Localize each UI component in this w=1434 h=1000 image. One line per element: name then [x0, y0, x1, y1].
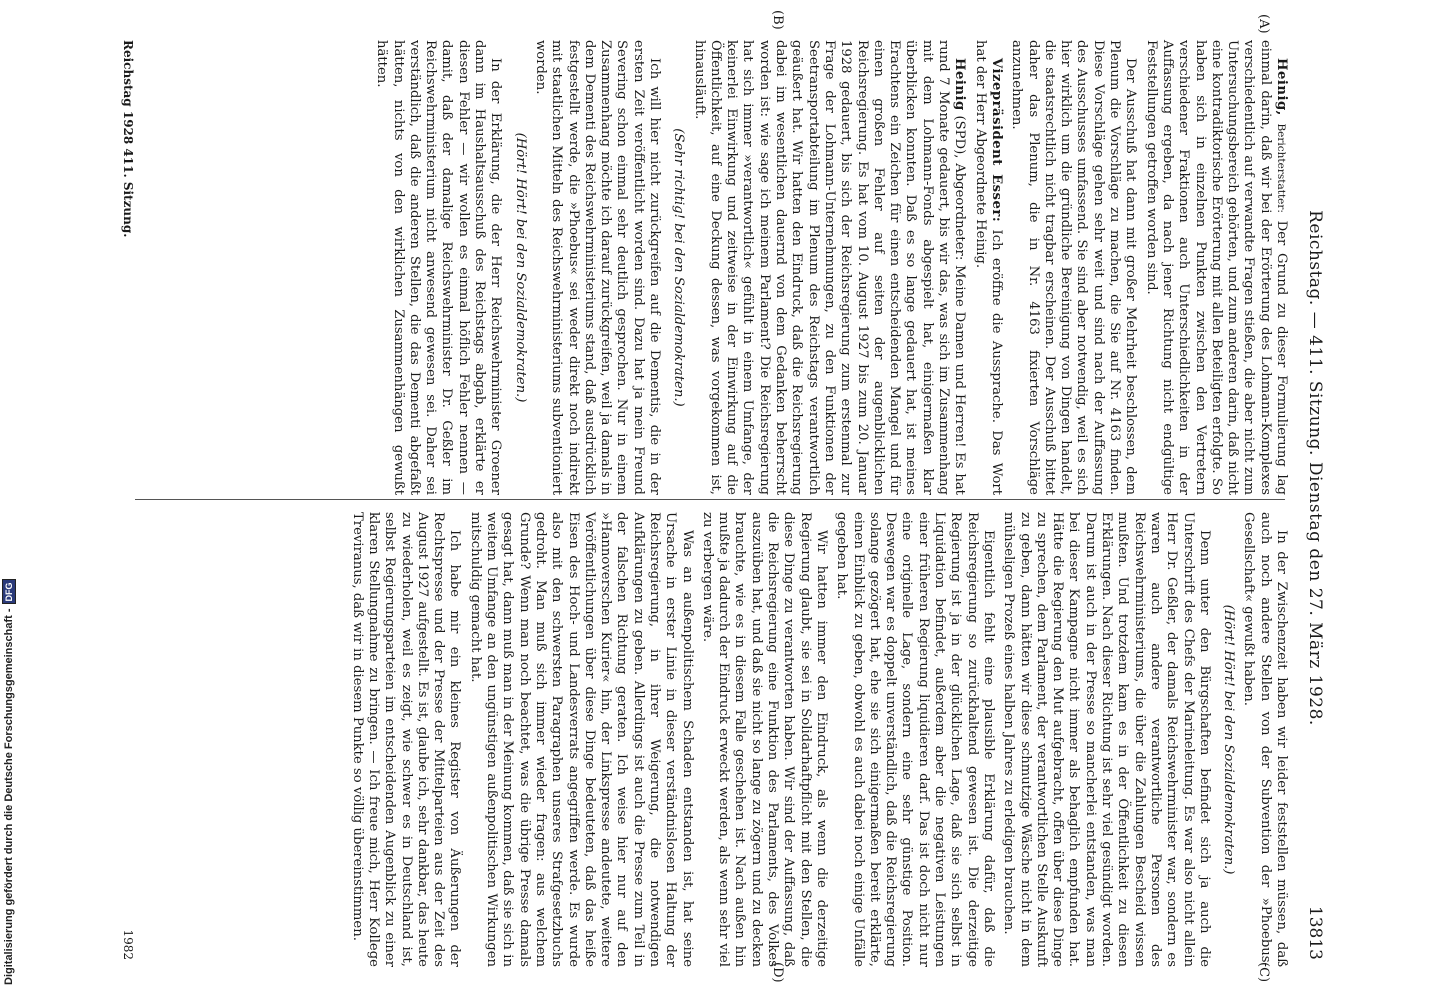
left-column	[369, 40, 1289, 495]
page-header	[1301, 30, 1329, 960]
paragraph: Ich habe mir ein kleines Register von Äußerungen der Rechtspresse und der Presse der Mittelparteien aus der Zeit des August 1927 aufgestellt. Es ist, glaube ich, sehr dankbar, das heute zu wiederholen, weil es zeigt, wie schwer es in Deutschland ist, selbst Regierungsparteien im entscheidenden Augenblick zu einer klaren Stellungnahme zu bringen. — Ich freue mich, Herr Kollege Treviranus, daß wir in diesem Punkte so völlig übereinstimmen.	[349, 512, 463, 967]
interjection: (Hört! Hört! bei den Sozialdemokraten.)	[512, 132, 528, 403]
digitization-credit-bar	[0, 0, 22, 1000]
page-footer	[121, 40, 135, 960]
footer-session: Reichstag 1928 411. Sitzung.	[121, 40, 135, 238]
right-column	[344, 512, 1289, 967]
margin-mark-c: (C)	[1256, 962, 1271, 983]
column-divider	[135, 499, 1285, 500]
paragraph-text: Ich eröffne die Aussprache. Das Wort hat der Herr Abgeordnete Heinig.	[972, 40, 1004, 495]
speaker-name: Vizepräsident Esser:	[988, 58, 1004, 223]
paragraph: In der Zwischenzeit haben wir leider feststellen müssen, daß auch noch andere Stellen von der Subvention der »Phoebus-Gesellschaft« gewußt haben.	[1241, 512, 1289, 967]
paragraph: Der Ausschuß hat dann mit großer Mehrheit beschlossen, dem Plenum die Vorschläge zu machen, die Sie auf Nr. 4163 finden. Diese Vorschläge gehen sehr weit und sind nach der Auffassung des Ausschusses umfassend. Sie sind aber notwendig, weil es sich hier wirklich um die gründliche Bereinigung von Dingen handelt, die staatsrechtlich nicht tragbar erscheinen. Der Ausschuß bittet daher das Plenum, die in Nr. 4163 fixierten Vorschläge anzunehmen.	[1009, 40, 1139, 495]
paragraph: Wir hatten immer den Eindruck, als wenn die derzeitige Regierung glaubt, sie sei in Solidarhaftpflicht mit den Stellen, die diese Dinge zu verantworten haben. Wir sind der Auffassung, daß die Reichsregierung eine Funktion des Parlaments, des Volkes auszuüben hat, und daß sie nicht so lange zu zögern und zu decken brauchte, wie es in diesem Falle geschehen ist. Nach außen hin mußte ja dadurch der Eindruck erweckt werden, als wenn sehr viel zu verbergen wäre.	[699, 512, 829, 967]
paragraph	[1142, 40, 1289, 495]
paragraph: Ich will hier nicht zurückgreifen auf die Dementis, die in der ersten Zeit veröffentlicht worden sind. Dazu hat ja mein Freund Severing schon einmal sehr deutlich gesprochen. Nur in einem Zusammenhang möchte ich darauf zurückgreifen, weil ja damals in dem Dementi des Reichswehrministeriums stand, daß ausdrücklich festgestellt werde, die »Phoebus« sei weder direkt noch indirekt mit staatlichen Mitteln des Reichswehrministeriums subventioniert worden.	[532, 40, 663, 495]
margin-mark-d: (D)	[770, 962, 785, 983]
paragraph	[971, 40, 1004, 495]
paragraph: Denn unter den Bürgschaften befindet sich ja auch die Unterschrift des Chefs der Marineleitung. Es war also nicht allein Herr Dr. Geßler, der damals Reichswehrminister war, sondern es waren auch andere verantwortliche Personen des Reichswehrministeriums, die über die Zahlungen Bescheid wissen mußten. Und trotzdem kam es in der Öffentlichkeit zu diesen Erklärungen. Nach dieser Richtung ist sehr viel gesündigt worden. Darum ist auch in der Presse so mancherlei entstanden, was man bei dieser Kampagne nicht immer als behaglich empfunden hat. Hätte die Regierung den Mut aufgebracht, offen über diese Dinge zu sprechen, dem Parlament, der verantwortlichen Stelle Auskunft zu geben, dann hätten wir diese schmutzige Wäsche nicht in dem mühseligen Prozeß eines halben Jahres zu erledigen brauchen.	[1001, 512, 1212, 967]
speaker-role: Berichterstatter:	[1275, 123, 1287, 213]
page-title: Reichstag. — 411. Sitzung. Dienstag den 27. März 1928.	[1305, 210, 1325, 726]
interjection: (Hört! Hört! bei den Sozialdemokraten.)	[1221, 604, 1237, 875]
margin-mark-b: (B)	[770, 10, 785, 30]
document-page	[109, 0, 1337, 1000]
speaker-name: Heinig	[952, 58, 968, 111]
credit-text: Digitalisierung gefördert durch die Deutsche Forschungsgemeinschaft -	[3, 608, 15, 985]
digitization-credit	[2, 5, 16, 985]
paragraph-text: (SPD), Abgeordneter: Meine Damen und Herren! Es hat rund 7 Monate gedauert, bis wir das, was sich im Zusammenhang mit dem Lohmann-Fonds abgespielt hat, einigermaßen klar überblicken konnten. Daß es so lange gedauert hat, ist meines Erachtens ein Zeichen für einen entscheidenden Mangel und für einen großen Fehler auf seiten der augenblicklichen Reichsregierung. Es hat vom 10. August 1927 bis zum 20. Januar 1928 gedauert, bis sich der Reichsregierung zum erstenmal zur Frage der Lohmann-Unternehmungen, zu den Funktionen der Seetransportabteilung im Plenum des Reichstags verantwortlich geäußert hat. Wir hatten den Eindruck, daß die Reichsregierung dabei im wesentlichen dauernd von dem Gedanken beherrscht worden ist: wie sage ich meinem Parlament? Die Reichsregierung hat sich immer »verantwortlich« gefühlt in einem Umfange, der keinerlei Einwirkung und zeitweise in der Einwirkung auf die Öffentlichkeit, auf eine Deckung dessen, was vorgekommen ist, hinausläuft.	[691, 40, 968, 495]
speaker-name: Heinig,	[1274, 58, 1289, 116]
page-number: 13813	[1305, 905, 1325, 960]
dfg-logo-icon: DFG	[2, 579, 16, 604]
paragraph-text: Der Grund zu dieser Formulierung lag einmal darin, daß wir bei der Erörterung des Lohmann-Komplexes verschiedentlich auf verwandte Fragen stießen, die aber nicht zum Untersuchungsbereich gehörten, und zum anderen darin, daß nicht eine kontradiktorische Erörterung mit allen Beteiligten erfolgte. So haben sich in einzelnen Punkten zwischen den Vertretern verschiedener Fraktionen auch Unterschiedlichkeiten in der Auffassung ergeben, da nach jener Richtung nicht endgültige Feststellungen getroffen worden sind.	[1143, 40, 1289, 495]
margin-mark-a: (A)	[1256, 14, 1271, 34]
footer-folio: 1982	[121, 929, 135, 960]
paragraph: In der Erklärung, die der Herr Reichswehrminister Groener dann im Haushaltsausschuß des Reichstags abgab, erklärte er diesen Fehler — wir wollen es einmal höflich Fehler nennen — damit, daß der damalige Reichswehrminister Dr. Geßler im Reichswehrministerium nicht anwesend gewesen sei. Daher sei verständlich, daß die anderen Stellen, die das Dementi abgefaßt hätten, nichts von den wirklichen Zusammenhängen gewußt hätten.	[374, 40, 504, 495]
paragraph: Was an außenpolitischem Schaden entstanden ist, hat seine Ursache in erster Linie in dieser verständnislosen Haltung der Reichsregierung, in ihrer Weigerung, die notwendigen Aufklärungen zu geben. Allerdings ist auch die Presse zum Teil in der falschen Richtung geraten. Ich weise hier nur auf den »Hannoverschen Kurier« hin, der Linkspresse andeutete, weitere Veröffentlichungen über diese Dinge bedeuteten, daß das heiße Eisen des Hoch- und Landesverrats angegriffen werde. Es wurde also mit den schwersten Paragraphen unseres Strafgesetzbuchs gedroht. Man muß sich immer wieder fragen: aus welchem Grunde? Wenn man noch beachtet, was die übrige Presse damals gesagt hat, dann muß man in der Meinung kommen, daß sie sich in weitem Umfange an den ungünstigen außenpolitischen Wirkungen mitschuldig gemacht hat.	[467, 512, 695, 967]
paragraph	[690, 40, 967, 495]
interjection: (Sehr richtig! bei den Sozialdemokraten.)	[671, 128, 687, 407]
paragraph: Eigentlich fehlt eine plausible Erklärung dafür, daß die Reichsregierung so zurückhaltend gewesen ist. Die derzeitige Regierung ist ja in der glücklichen Lage, daß sie sich selbst in Liquidation befindet, außerdem aber die negativen Leistungen einer früheren Regierung liquidieren darf. Das ist doch nicht nur eine originelle Lage, sondern eine sehr günstige Position. Deswegen war es doppelt unverständlich, daß die Reichsregierung solange gezögert hat, ehe sie sich einigermaßen bereit erklärte, einen Einblick zu geben, obwohl es auch dabei noch einige Unfälle gegeben hat.	[834, 512, 996, 967]
